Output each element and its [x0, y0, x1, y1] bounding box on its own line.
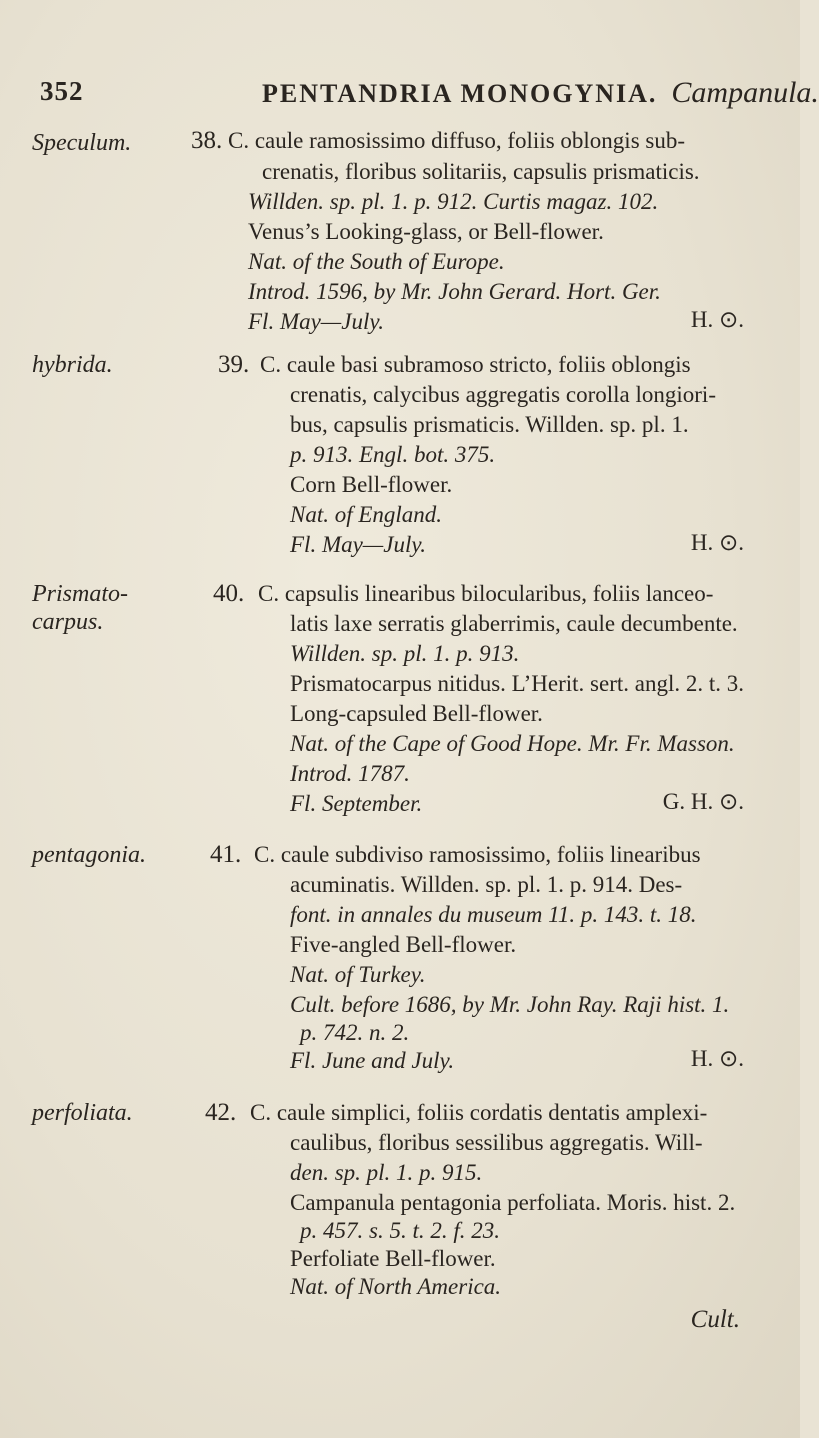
entry-line: C. caule ramosissimo diffuso, foliis oblongis sub- — [228, 128, 686, 153]
entry-line: Prismatocarpus nitidus. L’Herit. sert. angl. 2. t. 3. — [290, 671, 744, 696]
entry-line: Willden. sp. pl. 1. p. 913. — [290, 641, 520, 666]
catchword: Cult. — [690, 1306, 740, 1333]
species-epithet: hybrida. — [32, 352, 113, 378]
running-head — [262, 76, 819, 110]
entry-line: Long-capsuled Bell-flower. — [290, 701, 543, 726]
entry-line: Nat. of the South of Europe. — [248, 249, 505, 274]
habitat-mark: H. ⊙. — [690, 530, 744, 555]
running-head-genus: Campanula. — [671, 76, 819, 109]
entry-line: p. 913. Engl. bot. 375. — [290, 442, 496, 467]
entry-line: font. in annales du museum 11. p. 143. t. 18. — [290, 902, 697, 927]
page-number: 352 — [40, 76, 84, 106]
entry-line: Cult. before 1686, by Mr. John Ray. Raji hist. 1. — [290, 992, 730, 1017]
entry-line: Nat. of North America. — [290, 1274, 502, 1299]
entry-line: Nat. of Turkey. — [290, 962, 426, 987]
entry-line: crenatis, calycibus aggregatis corolla longiori- — [290, 382, 716, 407]
entry-line: crenatis, floribus solitariis, capsulis prismaticis. — [262, 159, 700, 184]
species-epithet: pentagonia. — [32, 842, 146, 868]
species-epithet: Speculum. — [32, 130, 132, 156]
entry-line: Introd. 1596, by Mr. John Gerard. Hort. Ger. — [248, 279, 661, 304]
entry-line: Fl. May—July. — [290, 532, 427, 557]
entry-line: acuminatis. Willden. sp. pl. 1. p. 914. Des- — [290, 872, 683, 897]
entry-line: Corn Bell-flower. — [290, 472, 453, 497]
entry-number: 41. — [210, 841, 242, 868]
entry-line: Nat. of England. — [290, 502, 443, 527]
entry-line: Willden. sp. pl. 1. p. 912. Curtis magaz. 102. — [248, 189, 659, 214]
entry-line: Perfoliate Bell-flower. — [290, 1246, 496, 1271]
entry-line: Nat. of the Cape of Good Hope. Mr. Fr. Masson. — [290, 731, 735, 756]
entry-line: C. caule basi subramoso stricto, foliis oblongis — [260, 352, 691, 377]
entry-line: Fl. June and July. — [290, 1048, 455, 1073]
entry-line: Five-angled Bell-flower. — [290, 932, 517, 957]
habitat-mark: H. ⊙. — [690, 307, 744, 332]
page-header — [0, 76, 819, 116]
entry-number: 39. — [218, 351, 250, 378]
entry-line: C. caule simplici, foliis cordatis dentatis amplexi- — [250, 1100, 708, 1125]
entry-line: Introd. 1787. — [290, 761, 410, 786]
species-epithet-continued: carpus. — [32, 609, 104, 635]
entry-line: caulibus, floribus sessilibus aggregatis. Will- — [290, 1130, 703, 1155]
species-epithet: perfoliata. — [32, 1100, 133, 1126]
entry-line: C. capsulis linearibus bilocularibus, foliis lanceo- — [258, 581, 714, 606]
running-head-class: PENTANDRIA MONOGYNIA. — [262, 79, 658, 108]
entry-line: Fl. September. — [290, 791, 423, 816]
entry-line: latis laxe serratis glaberrimis, caule decumbente. — [290, 611, 738, 636]
species-epithet: Prismato- — [32, 581, 128, 607]
entry-line: p. 457. s. 5. t. 2. f. 23. — [300, 1218, 500, 1243]
entry-line: Campanula pentagonia perfoliata. Moris. hist. 2. — [290, 1190, 736, 1215]
entry-line: Venus’s Looking-glass, or Bell-flower. — [248, 219, 604, 244]
entry-number: 38. — [191, 127, 223, 154]
entry-number: 42. — [205, 1099, 237, 1126]
entry-line: Fl. May—July. — [248, 309, 385, 334]
habitat-mark: H. ⊙. — [690, 1046, 744, 1071]
entry-line: den. sp. pl. 1. p. 915. — [290, 1160, 483, 1185]
entry-line: C. caule subdiviso ramosissimo, foliis linearibus — [254, 842, 701, 867]
entry-number: 40. — [213, 580, 245, 607]
habitat-mark: G. H. ⊙. — [662, 789, 744, 814]
entry-line: bus, capsulis prismaticis. Willden. sp. pl. 1. — [290, 412, 689, 437]
entry-line: p. 742. n. 2. — [300, 1020, 410, 1045]
